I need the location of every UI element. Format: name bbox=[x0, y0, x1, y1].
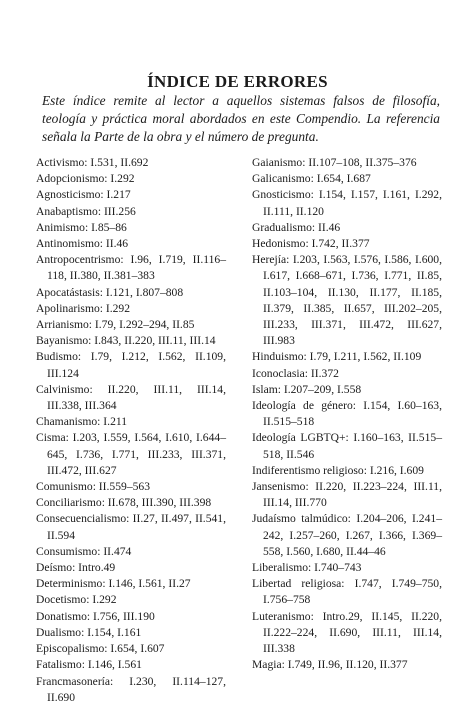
index-entry: Cisma: I.203, I.559, I.564, I.610, I.644–645, I.736, I.771, III.233, III.371, III.472, III.627 bbox=[36, 431, 226, 477]
index-entry: Comunismo: II.559–563 bbox=[36, 480, 151, 494]
index-entry: Galicanismo: I.654, I.687 bbox=[252, 172, 371, 186]
index-entry: Gradualismo: II.46 bbox=[252, 220, 341, 234]
index-entry: Activismo: I.531, II.692 bbox=[36, 156, 149, 169]
index-entry: Agnosticismo: I.217 bbox=[36, 188, 131, 202]
index-entry: Indiferentismo religioso: I.216, I.609 bbox=[252, 463, 424, 477]
index-entry: Adopcionismo: I.292 bbox=[36, 172, 135, 186]
index-entry: Islam: I.207–209, I.558 bbox=[252, 382, 362, 396]
index-entry: Judaísmo talmúdico: I.204–206, I.241–242, I.257–260, I.267, I.366, I.369–558, I.560, I.680, II.44–46 bbox=[252, 512, 442, 558]
index-entry: Ideología de género: I.154, I.60–163, II.515–518 bbox=[252, 399, 442, 429]
index-entry: Antinomismo: II.46 bbox=[36, 237, 129, 251]
index-entry: Determinismo: I.146, I.561, II.27 bbox=[36, 577, 191, 591]
index-entry: Deísmo: Intro.49 bbox=[36, 561, 116, 575]
index-entry: Bayanismo: I.843, II.220, III.11, III.14 bbox=[36, 334, 216, 348]
index-entry: Fatalismo: I.146, I.561 bbox=[36, 658, 142, 672]
index-entry: Dualismo: I.154, I.161 bbox=[36, 625, 142, 639]
index-entry: Consumismo: II.474 bbox=[36, 544, 132, 558]
index-entry: Iconoclasia: II.372 bbox=[252, 366, 339, 380]
index-entry: Budismo: I.79, I.212, I.562, II.109, III.124 bbox=[36, 350, 226, 380]
index-entry: Donatismo: I.756, III.190 bbox=[36, 609, 155, 623]
index-entry: Apocatástasis: I.121, I.807–808 bbox=[36, 285, 184, 299]
index-entry: Jansenismo: II.220, II.223–224, III.11, III.14, III.770 bbox=[252, 480, 442, 510]
index-entry: Luteranismo: Intro.29, II.145, II.220, II.222–224, II.690, III.11, III.14, III.338 bbox=[252, 609, 442, 656]
index-entry: Liberalismo: I.740–743 bbox=[252, 561, 362, 575]
index-entry: Francmasonería: I.230, II.114–127, II.690 bbox=[36, 674, 226, 704]
index-entry: Libertad religiosa: I.747, I.749–750, I.756–758 bbox=[252, 577, 442, 607]
index-entry: Hinduismo: I.79, I.211, I.562, II.109 bbox=[252, 350, 422, 364]
index-entry: Chamanismo: I.211 bbox=[36, 415, 128, 429]
index-entry: Herejía: I.203, I.563, I.576, I.586, I.600, I.617, I.668–671, I.736, I.771, II.85, II.103–104, II.130, II.177, II.185, II.379, II.385, II.657, III.202–205, III.233, III.371, III.472, III.627, III.983 bbox=[252, 253, 442, 348]
index-entry: Gaianismo: II.107–108, II.375–376 bbox=[252, 156, 417, 169]
index-entry: Conciliarismo: II.678, III.390, III.398 bbox=[36, 496, 212, 510]
index-entry: Magia: I.749, II.96, II.120, II.377 bbox=[252, 658, 408, 672]
index-entry: Hedonismo: I.742, II.377 bbox=[252, 237, 370, 251]
index-entry: Arrianismo: I.79, I.292–294, II.85 bbox=[36, 318, 195, 332]
index-entry: Apolinarismo: I.292 bbox=[36, 301, 131, 315]
intro-paragraph: Este índice remite al lector a aquellos sistemas falsos de filosofía, teología y práctica moral abordados en este Compendio. La referencia señala la Parte de la obra y el número de pregunta. bbox=[42, 93, 440, 144]
index-entry: Docetismo: I.292 bbox=[36, 593, 117, 607]
index-column-right bbox=[252, 155, 442, 674]
index-entry: Episcopalismo: I.654, I.607 bbox=[36, 642, 165, 656]
index-entry: Consecuencialismo: II.27, II.497, II.541, II.594 bbox=[36, 512, 226, 542]
index-entry: Calvinismo: II.220, III.11, III.14, III.338, III.364 bbox=[36, 382, 226, 413]
index-entry: Gnosticismo: I.154, I.157, I.161, I.292, II.111, II.120 bbox=[252, 188, 442, 218]
index-entry: Anabaptismo: III.256 bbox=[36, 204, 136, 218]
index-entry: Animismo: I.85–86 bbox=[36, 220, 127, 234]
index-entry: Ideología LGBTQ+: I.160–163, II.515–518, II.546 bbox=[252, 431, 442, 461]
index-entry: Antropocentrismo: I.96, I.719, II.116–118, II.380, II.381–383 bbox=[36, 253, 226, 283]
index-column-left bbox=[36, 155, 226, 706]
page-title: ÍNDICE DE ERRORES bbox=[147, 72, 328, 91]
